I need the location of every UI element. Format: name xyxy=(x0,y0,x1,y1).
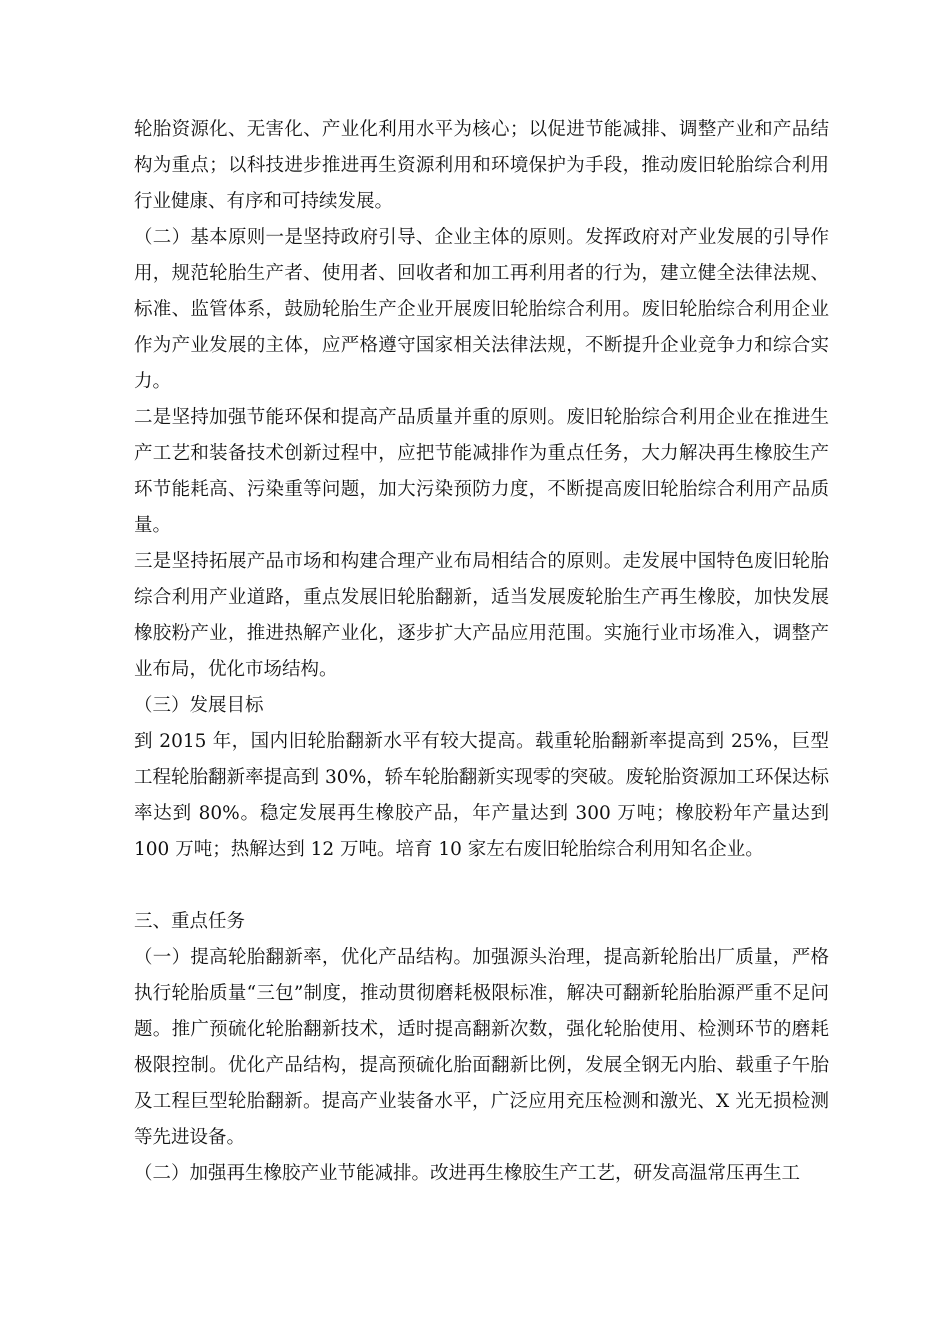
section-heading-development-goals: （三）发展目标 xyxy=(134,695,264,716)
section-heading-key-tasks: 三、重点任务 xyxy=(134,911,246,932)
paragraph-basic-principle-three: 三是坚持拓展产品市场和构建合理产业布局相结合的原则。走发展中国特色废旧轮胎综合利用产业道路，重点发展旧轮胎翻新，适当发展废轮胎生产再生橡胶，加快发展橡胶粉产业，推进热解产业化，逐步扩大产品应用范围。实施行业市场准入，调整产业布局，优化市场结构。 xyxy=(134,551,829,680)
paragraph-task-reclaimed-rubber: （二）加强再生橡胶产业节能减排。改进再生橡胶生产工艺，研发高温常压再生工 xyxy=(134,1163,801,1184)
paragraph-spacer xyxy=(134,868,829,904)
paragraph-basic-principle-one: （二）基本原则一是坚持政府引导、企业主体的原则。发挥政府对产业发展的引导作用，规范轮胎生产者、使用者、回收者和加工再利用者的行为，建立健全法律法规、标准、监管体系，鼓励轮胎生产企业开展废旧轮胎综合利用。废旧轮胎综合利用企业作为产业发展的主体，应严格遵守国家相关法律法规，不断提升企业竞争力和综合实力。 xyxy=(134,227,829,392)
paragraph-basic-principle-two: 二是坚持加强节能环保和提高产品质量并重的原则。废旧轮胎综合利用企业在推进生产工艺和装备技术创新过程中，应把节能减排作为重点任务，大力解决再生橡胶生产环节能耗高、污染重等问题，加大污染预防力度，不断提高废旧轮胎综合利用产品质量。 xyxy=(134,407,829,536)
paragraph-task-tire-retreading: （一）提高轮胎翻新率，优化产品结构。加强源头治理，提高新轮胎出厂质量，严格执行轮胎质量“三包”制度，推动贯彻磨耗极限标准，解决可翻新轮胎胎源严重不足问题。推广预硫化轮胎翻新技术，适时提高翻新次数，强化轮胎使用、检测环节的磨耗极限控制。优化产品结构，提高预硫化胎面翻新比例，发展全钢无内胎、载重子午胎及工程巨型轮胎翻新。提高产业装备水平，广泛应用充压检测和激光、X 光无损检测等先进设备。 xyxy=(134,947,829,1148)
paragraph-guiding-ideology: 轮胎资源化、无害化、产业化利用水平为核心；以促进节能减排、调整产业和产品结构为重点；以科技进步推进再生资源利用和环境保护为手段，推动废旧轮胎综合利用行业健康、有序和可持续发展。 xyxy=(134,119,829,212)
paragraph-development-goals: 到 2015 年，国内旧轮胎翻新水平有较大提高。载重轮胎翻新率提高到 25%，巨型工程轮胎翻新率提高到 30%，轿车轮胎翻新实现零的突破。废轮胎资源加工环保达标率达到 80%。稳定发展再生橡胶产品，年产量达到 300 万吨；橡胶粉年产量达到 100 万吨；热解达到 12 万吨。培育 10 家左右废旧轮胎综合利用知名企业。 xyxy=(134,731,829,860)
document-body xyxy=(134,112,829,1192)
